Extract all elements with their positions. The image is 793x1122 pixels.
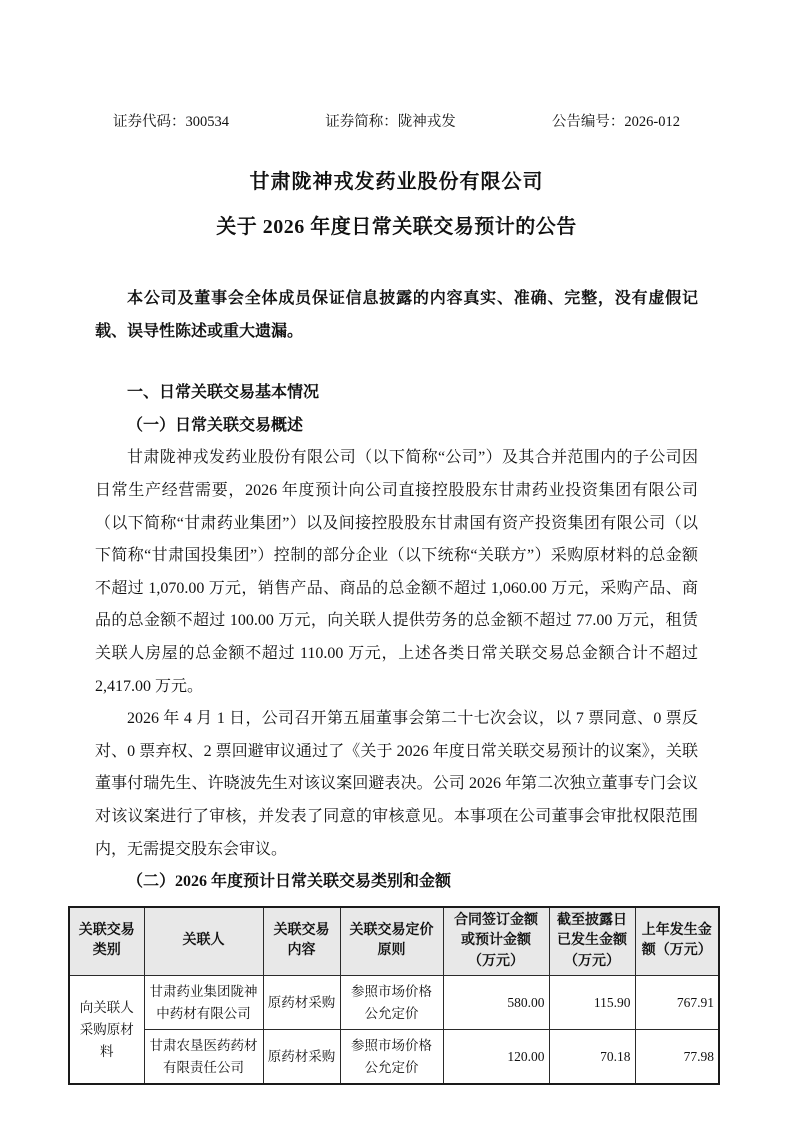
col-header-transaction-content: 关联交易内容: [263, 907, 340, 976]
overview-paragraph-2: 2026 年 4 月 1 日，公司召开第五届董事会第二十七次会议，以 7 票同意、0 票反对、0 票弃权、2 票回避审议通过了《关于 2026 年度日常关联交易预计的议案》，关联董事付瑞先生、许晓波先生对该议案回避表决。公司 2026 年第二次独立董事专门会议对该议案进行了审核，并发表了同意的审核意见。本事项在公司董事会审批权限范围内，无需提交股东会审议。: [95, 710, 698, 858]
col-header-incurred-amount: 截至披露日已发生金额（万元）: [549, 907, 635, 976]
col-header-prev-year-amount: 上年发生金额（万元）: [635, 907, 719, 976]
transaction-category-cell: 向关联人采购原材料: [69, 976, 144, 1085]
col-header-contract-amount: 合同签订金额或预计金额（万元）: [443, 907, 549, 976]
prev-year-amount-cell: 77.98: [635, 1030, 719, 1085]
company-title: 甘肃陇神戎发药业股份有限公司: [249, 171, 544, 193]
related-party-cell: 甘肃药业集团陇神中药材有限公司: [144, 976, 263, 1030]
stock-short-name: 证券简称：陇神戎发: [325, 114, 456, 130]
board-declaration: 本公司及董事会全体成员保证信息披露的内容真实、准确、完整，没有虚假记载、误导性陈述或重大遗漏。: [95, 290, 698, 340]
col-header-pricing-principle: 关联交易定价原则: [340, 907, 443, 976]
section-1-1-heading: （一）日常关联交易概述: [127, 416, 304, 434]
related-party-cell: 甘肃农垦医药药材有限责任公司: [144, 1030, 263, 1085]
stock-code: 证券代码：300534: [113, 114, 229, 130]
prev-year-amount-cell: 767.91: [635, 976, 719, 1030]
document-meta-row: [95, 0, 698, 132]
incurred-amount-cell: 115.90: [549, 976, 635, 1030]
announcement-title: 关于 2026 年度日常关联交易预计的公告: [216, 216, 577, 238]
related-transactions-table: [68, 906, 720, 1086]
col-header-related-party: 关联人: [144, 907, 263, 976]
col-header-transaction-type: 关联交易类别: [69, 907, 144, 976]
incurred-amount-cell: 70.18: [549, 1030, 635, 1085]
contract-amount-cell: 120.00: [443, 1030, 549, 1085]
transaction-content-cell: 原药材采购: [263, 1030, 340, 1085]
pricing-principle-cell: 参照市场价格公允定价: [340, 1030, 443, 1085]
section-1-heading: 一、日常关联交易基本情况: [127, 384, 320, 402]
table-row: [69, 1030, 719, 1085]
announcement-number: 公告编号：2026-012: [551, 114, 680, 130]
pricing-principle-cell: 参照市场价格公允定价: [340, 976, 443, 1030]
related-transactions-table-wrap: [68, 906, 718, 1086]
table-header-row: [69, 907, 719, 976]
overview-paragraph-1: 甘肃陇神戎发药业股份有限公司（以下简称“公司”）及其合并范围内的子公司因日常生产经营需要，2026 年度预计向公司直接控股股东甘肃药业投资集团有限公司（以下简称“甘肃药业集团”）以及间接控股股东甘肃国有资产投资集团有限公司（以下简称“甘肃国投集团”）控制的部分企业（以下统称“关联方”）采购原材料的总金额不超过 1,070.00 万元，销售产品、商品的总金额不超过 1,060.00 万元，采购产品、商品的总金额不超过 100.00 万元，向关联人提供劳务的总金额不超过 77.00 万元，租赁关联人房屋的总金额不超过 110.00 万元，上述各类日常关联交易总金额合计不超过 2,417.00 万元。: [95, 449, 698, 695]
table-row: [69, 976, 719, 1030]
contract-amount-cell: 580.00: [443, 976, 549, 1030]
section-1-2-heading: （二）2026 年度预计日常关联交易类别和金额: [127, 873, 452, 891]
transaction-content-cell: 原药材采购: [263, 976, 340, 1030]
